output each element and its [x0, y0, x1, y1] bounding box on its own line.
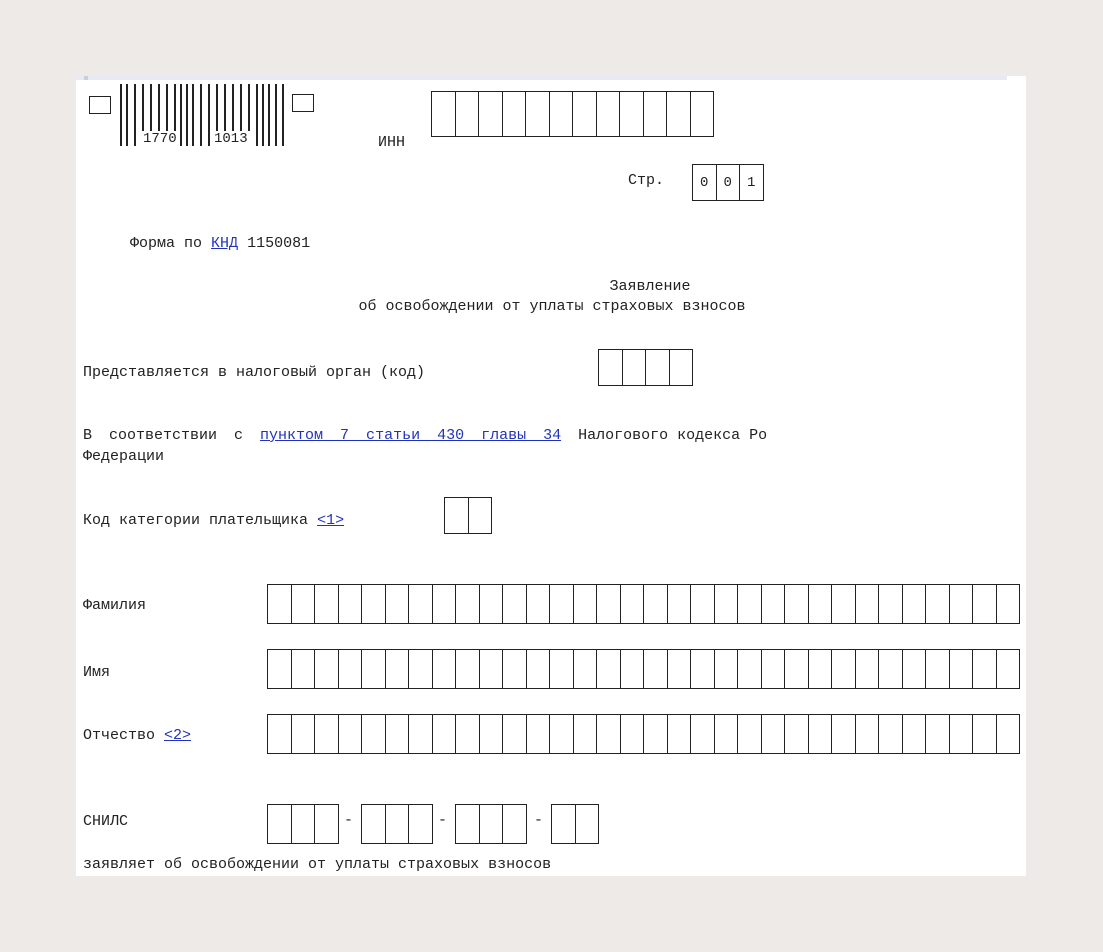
tax-authority-label: Представляется в налоговый орган (код): [83, 364, 426, 381]
surname-label: Фамилия: [83, 597, 147, 614]
basis-post: Налогового кодекса Ро: [578, 427, 768, 444]
name-input[interactable]: [267, 649, 1020, 689]
tax-authority-code-input[interactable]: [598, 349, 693, 386]
barcode-number-right: 1013: [214, 131, 248, 147]
basis-line1: [83, 427, 767, 445]
patronymic-line: [83, 727, 191, 745]
form-prefix: Форма по: [130, 235, 203, 252]
corner-marker-left: [89, 96, 111, 114]
snils-dash: -: [534, 812, 544, 829]
form-page: [76, 76, 1026, 876]
inn-label: ИНН: [378, 134, 406, 151]
footnote-1-link[interactable]: <1>: [317, 512, 345, 529]
top-marker: [84, 76, 88, 80]
snils-dash: -: [344, 812, 354, 829]
surname-input[interactable]: [267, 584, 1020, 624]
snils-input-part4[interactable]: [551, 804, 599, 844]
patronymic-label: Отчество: [83, 727, 156, 744]
page-label: Стр.: [628, 172, 665, 189]
footnote-2-link[interactable]: <2>: [164, 727, 192, 744]
snils-input-part3[interactable]: [455, 804, 527, 844]
corner-marker-right: [292, 94, 314, 112]
payer-category-input[interactable]: [444, 497, 492, 534]
top-border: [76, 76, 1007, 80]
knd-link[interactable]: КНД: [211, 235, 239, 252]
snils-dash: -: [438, 812, 448, 829]
basis-pre: В соответствии с: [83, 427, 244, 444]
title-line2: об освобождении от уплаты страховых взносов: [358, 298, 746, 315]
payer-category-line: [83, 512, 344, 530]
form-code: 1150081: [247, 235, 311, 252]
page-digit: 0: [693, 165, 717, 200]
page-number: [692, 164, 764, 201]
snils-input-part2[interactable]: [361, 804, 433, 844]
patronymic-input[interactable]: [267, 714, 1020, 754]
statement-text: заявляет об освобождении от уплаты страховых взносов: [83, 856, 552, 873]
barcode: [120, 84, 286, 146]
page-digit: 0: [717, 165, 741, 200]
snils-input-part1[interactable]: [267, 804, 339, 844]
page-digit: 1: [740, 165, 764, 200]
title-line1: Заявление: [609, 278, 691, 295]
inn-input[interactable]: [431, 91, 714, 137]
form-code-line: [130, 235, 310, 253]
name-label: Имя: [83, 664, 111, 681]
barcode-number-left: 1770: [143, 131, 177, 147]
basis-line2: Федерации: [83, 448, 165, 465]
snils-label: СНИЛС: [83, 813, 129, 830]
basis-link[interactable]: пунктом 7 статьи 430 главы 34: [260, 427, 562, 444]
payer-category-label: Код категории плательщика: [83, 512, 309, 529]
